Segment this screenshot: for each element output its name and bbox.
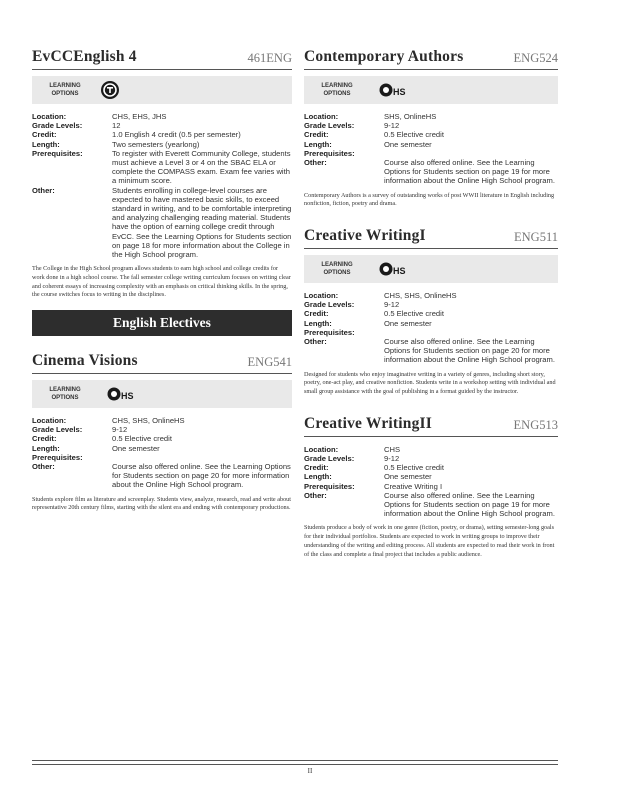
- info-value: CHS: [384, 444, 401, 454]
- info-row: [32, 140, 292, 149]
- info-value: 9-12: [112, 425, 128, 435]
- info-label: Length:: [32, 443, 60, 453]
- left-column: [32, 40, 292, 523]
- info-row: [32, 149, 292, 186]
- info-value: 0.5 Elective credit: [112, 434, 172, 444]
- info-row: [304, 309, 558, 318]
- info-row: [304, 130, 558, 139]
- learning-options-label: LEARNING OPTIONS: [321, 83, 353, 97]
- info-value: One semester: [384, 472, 432, 482]
- course-description: Designed for students who enjoy imaginative writing in a variety of genres, including short story, poetry, one-act play, and creative nonfiction. Students write in a workshop setting with individual and small group assistance with the goal of publishing in a format guided by the instructor.: [304, 370, 556, 396]
- info-row: [304, 463, 558, 472]
- info-label: Other:: [304, 158, 327, 168]
- info-value: Course also offered online. See the Learning Options for Students section on page 20 for more information about the Online High School program.: [112, 462, 291, 490]
- divider: [304, 69, 558, 70]
- svg-text:HS: HS: [121, 391, 134, 402]
- course-header: [32, 344, 292, 370]
- info-label: Prerequisites:: [304, 327, 355, 337]
- divider: [304, 436, 558, 437]
- page-number: II: [307, 767, 313, 775]
- learning-options-box: [32, 380, 292, 408]
- info-row: [304, 319, 558, 328]
- info-value: Students enrolling in college-level courses are expected to have mastered basic skills, to exceed standard in writing, and to be comfortable interpreting and analyzing challenging reading material. Students have the option of earning college credit through EvCC. See the Learning Options for Students section on page 18 for more information about the College in the High School program.: [112, 185, 292, 260]
- info-row: [32, 453, 292, 462]
- info-label: Grade Levels:: [304, 121, 355, 131]
- info-label: Length:: [304, 318, 332, 328]
- course-description: Students explore film as literature and screenplay. Students view, analyze, research, read and write about representative 20th century films, starting with the silent era and ending with contemporary productions.: [32, 495, 291, 512]
- info-label: Length:: [32, 139, 60, 149]
- info-row: [304, 121, 558, 130]
- info-value: [112, 453, 292, 462]
- course-title: Cinema Visions: [32, 352, 138, 370]
- info-value: CHS, SHS, OnlineHS: [112, 416, 185, 426]
- course-code: ENG524: [513, 51, 558, 65]
- info-value: 9-12: [384, 300, 400, 310]
- course-creative-writing-1: [304, 219, 558, 397]
- learning-options-label: LEARNING OPTIONS: [321, 262, 353, 277]
- course-info: [304, 291, 558, 365]
- course-code: ENG513: [513, 417, 558, 432]
- footer-divider: [32, 760, 558, 761]
- info-value: 12: [112, 121, 121, 131]
- info-row: [32, 425, 292, 434]
- course-cinema-visions: [32, 344, 292, 513]
- section-banner: English Electives: [32, 310, 292, 336]
- info-value: Course also offered online. See the Learning Options for Students section on page 19 for more information about the Online High School program.: [384, 158, 555, 186]
- info-label: Credit:: [304, 463, 329, 473]
- course-description: Students produce a body of work in one genre (fiction, poetry, or drama), setting semester-long goals for their individual portfolios. Students are expected to work in writing groups to improve their understanding of the writing and editing process. All students are expected to read their work in front of the class and complete a final project that includes a public audience.: [304, 524, 555, 558]
- info-value: Creative Writing I: [384, 481, 443, 491]
- info-label: Prerequisites:: [32, 452, 83, 462]
- course-code: 461ENG: [247, 51, 292, 65]
- learning-options-box: [304, 255, 558, 283]
- learning-options-label: LEARNING OPTIONS: [49, 83, 81, 97]
- info-label: Length:: [304, 139, 332, 149]
- info-label: Grade Levels:: [32, 425, 83, 435]
- info-label: Other:: [304, 337, 327, 347]
- info-row: [32, 130, 292, 139]
- info-label: Other:: [32, 462, 55, 472]
- online-hs-icon: [372, 259, 406, 279]
- course-info: [304, 445, 558, 519]
- course-description: The College in the High School program allows students to earn high school and college credits for work done in a high school course. The fall semester college writing curriculum focuses on writing clear and coherent essays of increasing complexity with an emphasis on critical thinking skills. In the spring, the course switches focus to writing in the disciplines.: [32, 265, 291, 299]
- right-column: [304, 40, 558, 569]
- info-label: Other:: [304, 490, 327, 500]
- info-label: Other:: [32, 185, 55, 195]
- info-value: CHS, SHS, OnlineHS: [384, 291, 457, 301]
- info-row: [32, 444, 292, 453]
- info-label: Prerequisites:: [304, 148, 355, 158]
- info-label: Grade Levels:: [304, 453, 355, 463]
- course-header: [304, 219, 558, 245]
- info-row: [304, 149, 558, 158]
- info-label: Prerequisites:: [32, 148, 83, 158]
- info-row: [304, 328, 558, 337]
- info-row: [304, 112, 558, 121]
- info-label: Location:: [304, 444, 339, 454]
- info-value: To register with Everett Community College, students must achieve a Level 3 or 4 on the SBAC ELA or complete the COMPASS exam. Exam fee varies with a minimum score.: [112, 148, 291, 186]
- info-value: 0.5 Elective credit: [384, 130, 444, 140]
- course-header: [304, 40, 558, 66]
- info-value: One semester: [384, 139, 432, 149]
- course-creative-writing-2: [304, 407, 558, 559]
- svg-text:HS: HS: [393, 266, 406, 277]
- course-info: [304, 112, 558, 186]
- info-row: [304, 158, 558, 186]
- course-title: Creative WritingII: [304, 414, 433, 432]
- info-row: [32, 416, 292, 425]
- info-row: [304, 445, 558, 454]
- online-hs-icon: [372, 80, 406, 100]
- info-row: [304, 140, 558, 149]
- info-value: Two semesters (yearlong): [112, 139, 200, 149]
- info-value: 9-12: [384, 121, 400, 131]
- info-row: [304, 472, 558, 481]
- info-row: [304, 291, 558, 300]
- online-hs-icon: [100, 384, 134, 404]
- course-header: [32, 40, 292, 66]
- info-label: Credit:: [32, 434, 57, 444]
- course-title: Creative WritingI: [304, 227, 426, 245]
- info-row: [304, 482, 558, 491]
- course-header: [304, 407, 558, 433]
- info-value: Course also offered online. See the Learning Options for Students section on page 20 for more information about the Online High School program.: [384, 337, 555, 365]
- info-row: [32, 434, 292, 443]
- learning-options-box: [32, 76, 292, 104]
- course-evcc-english-4: [32, 40, 292, 300]
- info-value: One semester: [112, 443, 160, 453]
- info-label: Prerequisites:: [304, 481, 355, 491]
- info-label: Location:: [32, 416, 67, 426]
- info-row: [32, 112, 292, 121]
- course-code: ENG511: [514, 230, 558, 245]
- info-label: Credit:: [304, 309, 329, 319]
- info-value: 0.5 Elective credit: [384, 309, 444, 319]
- course-title: EvCCEnglish 4: [32, 48, 137, 65]
- info-label: Credit:: [32, 130, 57, 140]
- divider: [304, 248, 558, 249]
- info-value: CHS, EHS, JHS: [112, 112, 167, 121]
- info-row: [32, 462, 292, 490]
- course-info: [32, 416, 292, 490]
- info-row: [304, 454, 558, 463]
- svg-text:HS: HS: [393, 87, 406, 97]
- course-title: Contemporary Authors: [304, 48, 464, 65]
- info-value: Course also offered online. See the Learning Options for Students section on page 19 for more information about the Online High School program.: [384, 490, 555, 519]
- info-row: [304, 491, 558, 519]
- learning-options-label: LEARNING OPTIONS: [49, 387, 81, 402]
- info-value: [384, 328, 558, 337]
- info-label: Grade Levels:: [32, 121, 83, 131]
- info-label: Location:: [304, 112, 339, 121]
- info-label: Credit:: [304, 130, 329, 140]
- info-label: Location:: [304, 291, 339, 301]
- info-value: 9-12: [384, 453, 400, 463]
- divider: [32, 373, 292, 374]
- course-contemporary-authors: [304, 40, 558, 209]
- info-value: 0.5 Elective credit: [384, 463, 444, 473]
- info-value: SHS, OnlineHS: [384, 112, 437, 121]
- college-in-high-school-icon: [100, 80, 120, 100]
- info-value: 1.0 English 4 credit (0.5 per semester): [112, 130, 241, 140]
- info-label: Length:: [304, 472, 332, 482]
- info-value: [384, 149, 558, 158]
- info-row: [32, 186, 292, 260]
- divider: [32, 69, 292, 70]
- learning-options-box: [304, 76, 558, 104]
- course-info: [32, 112, 292, 259]
- footer-divider: [32, 764, 558, 765]
- info-row: [32, 121, 292, 130]
- info-row: [304, 300, 558, 309]
- info-label: Grade Levels:: [304, 300, 355, 310]
- info-row: [304, 337, 558, 365]
- course-code: ENG541: [247, 355, 292, 370]
- info-label: Location:: [32, 112, 67, 121]
- course-description: Contemporary Authors is a survey of outstanding works of post WWII literature in English including nonfiction, fiction, poetry and drama.: [304, 191, 555, 208]
- info-value: One semester: [384, 318, 432, 328]
